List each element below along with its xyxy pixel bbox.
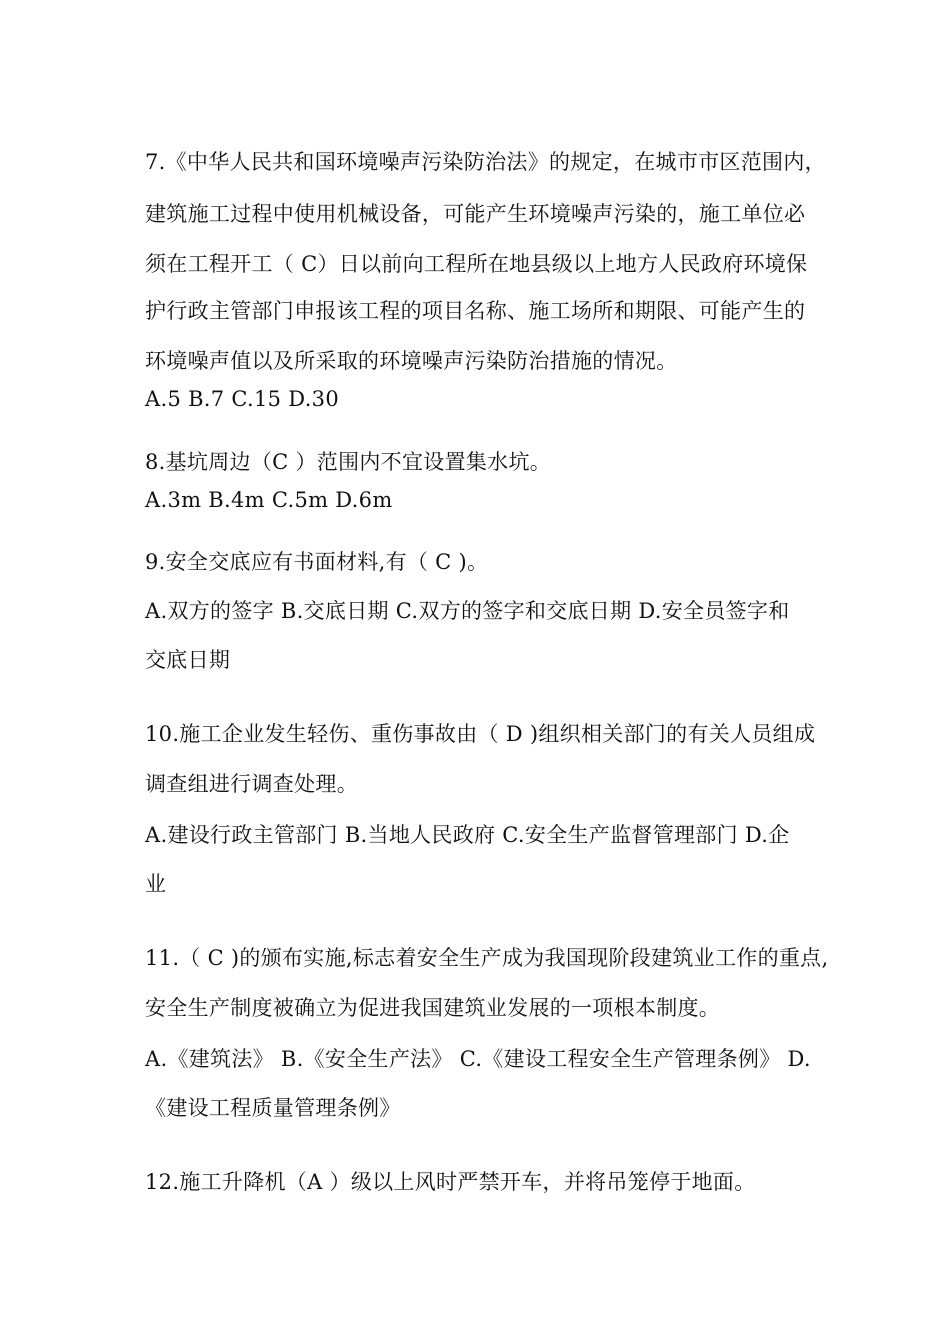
question-11-stem-line-2: 安全生产制度被确立为促进我国建筑业发展的一项根本制度。 — [145, 996, 721, 1020]
question-7-options: A.5 B.7 C.15 D.30 — [145, 387, 339, 411]
question-7-stem-line-2: 建筑施工过程中使用机械设备，可能产生环境噪声污染的，施工单位必 — [145, 202, 806, 226]
question-7-stem-line-3: 须在工程开工（ C）日以前向工程所在地县级以上地方人民政府环境保 — [145, 252, 808, 276]
question-10-stem-line-2: 调查组进行调查处理。 — [145, 772, 358, 796]
question-11-stem-line-1: 11.（ C )的颁布实施,标志着安全生产成为我国现阶段建筑业工作的重点, — [145, 946, 829, 970]
question-9-options-line-2: 交底日期 — [145, 648, 231, 672]
question-8-options: A.3m B.4m C.5m D.6m — [145, 488, 393, 512]
question-9-options-line-1: A.双方的签字 B.交底日期 C.双方的签字和交底日期 D.安全员签字和 — [145, 599, 790, 623]
question-7-stem-line-5: 环境噪声值以及所采取的环境噪声污染防治措施的情况。 — [145, 349, 678, 373]
question-11-options-line-2: 《建设工程质量管理条例》 — [145, 1096, 401, 1120]
question-11-options-line-1: A.《建筑法》 B.《安全生产法》 C.《建设工程安全生产管理条例》 D. — [145, 1047, 811, 1071]
question-7-stem-line-4: 护行政主管部门申报该工程的项目名称、施工场所和期限、可能产生的 — [145, 299, 806, 323]
question-12-stem: 12.施工升降机（A ）级以上风时严禁开车，并将吊笼停于地面。 — [145, 1170, 756, 1194]
question-10-stem-line-1: 10.施工企业发生轻伤、重伤事故由（ D )组织相关部门的有关人员组成 — [145, 722, 816, 746]
question-7-stem-line-1: 7.《中华人民共和国环境噪声污染防治法》的规定，在城市市区范围内， — [145, 150, 826, 174]
question-10-options-line-1: A.建设行政主管部门 B.当地人民政府 C.安全生产监督管理部门 D.企 — [145, 823, 790, 847]
question-8-stem: 8.基坑周边（C ）范围内不宜设置集水坑。 — [145, 450, 552, 474]
question-9-stem: 9.安全交底应有书面材料,有（ C )。 — [145, 550, 489, 574]
question-10-options-line-2: 业 — [145, 872, 167, 896]
